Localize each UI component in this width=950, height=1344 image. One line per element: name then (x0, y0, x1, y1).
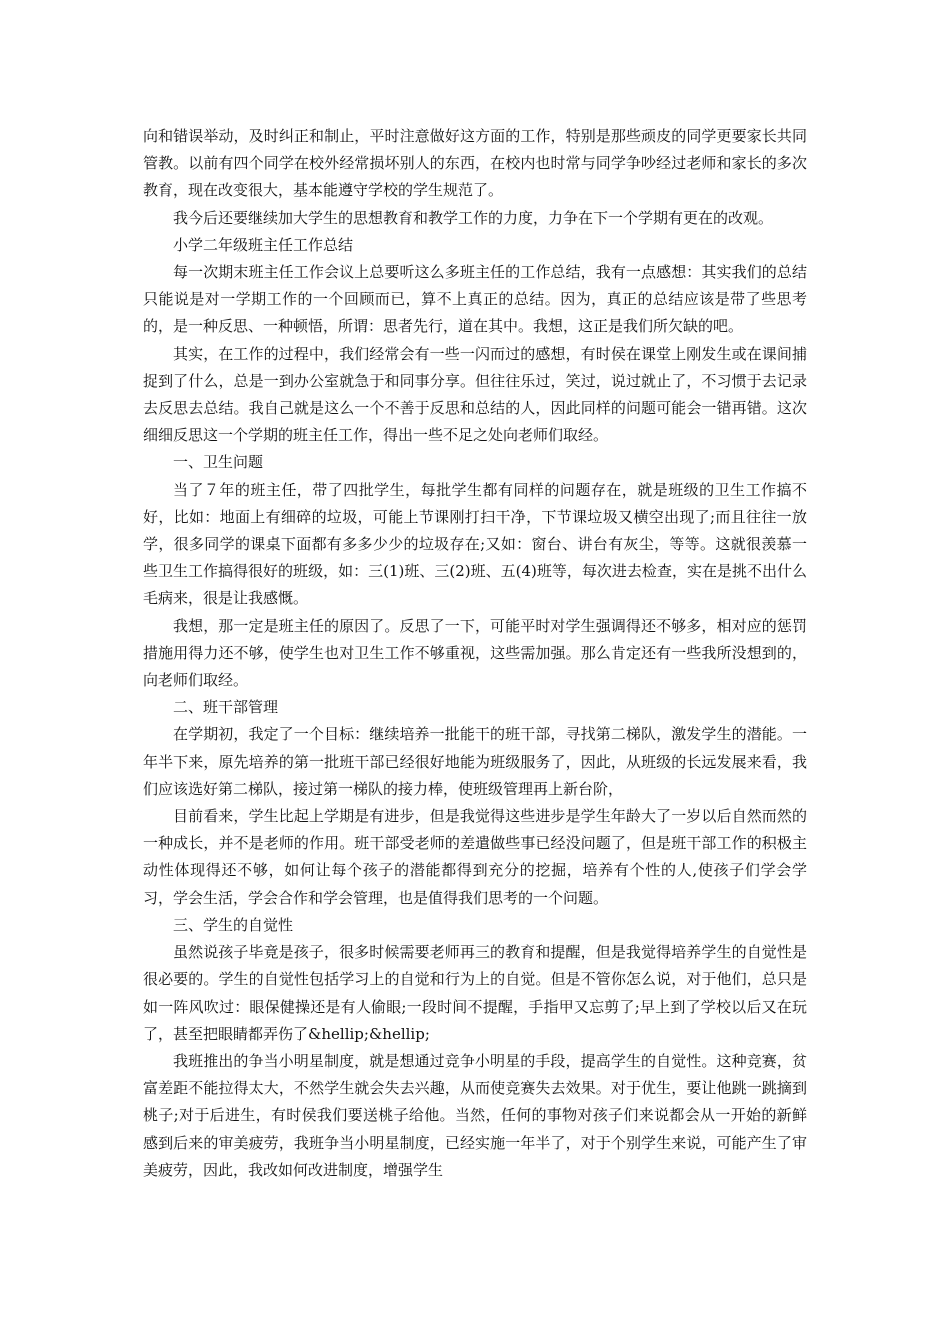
document-body (143, 123, 807, 1184)
heading-hygiene: 一、卫生问题 (173, 453, 264, 472)
paragraph-7: 当了７年的班主任，带了四批学生，每批学生都有同样的问题存在，就是班级的卫生工作搞不好，比如：地面上有细碎的垃圾，可能上节课刚打扫干净，下节课垃圾又横空出现了;而且往往一放学，很多同学的课桌下面都有多多少少的垃圾存在;又如：窗台、讲台有灰尘，等等。这就很羡慕一些卫生工作搞得很好的班级，如：三(1)班、三(2)班、五(4)班等，每次进去检查，实在是挑不出什么毛病来，很是让我感慨。 (143, 480, 807, 608)
paragraph-13: 虽然说孩子毕竟是孩子，很多时候需要老师再三的教育和提醒，但是我觉得培养学生的自觉性是很必要的。学生的自觉性包括学习上的自觉和行为上的自觉。但是不管你怎么说，对于他们，总只是如一阵风吹过：眼保健操还是有人偷眼;一段时间不提醒，手指甲又忘剪了;早上到了学校以后又在玩了，甚至把眼睛都弄伤了&hellip;&hellip; (143, 943, 807, 1043)
paragraph-1: 向和错误举动，及时纠正和制止，平时注意做好这方面的工作，特别是那些顽皮的同学更要家长共同管教。以前有四个同学在校外经常损坏别人的东西，在校内也时常与同学争吵经过老师和家长的多次教育，现在改变很大，基本能遵守学校的学生规范了。 (143, 127, 807, 200)
paragraph-4: 每一次期末班主任工作会议上总要听这么多班主任的工作总结，我有一点感想：其实我们的总结只能说是对一学期工作的一个回顾而已，算不上真正的总结。因为，真正的总结应该是带了些思考的，是一种反思、一种顿悟，所谓：思者先行，道在其中。我想，这正是我们所欠缺的吧。 (143, 263, 807, 336)
paragraph-2: 我今后还要继续加大学生的思想教育和教学工作的力度，力争在下一个学期有更在的改观。 (173, 208, 774, 227)
section-title: 小学二年级班主任工作总结 (173, 235, 354, 254)
paragraph-14: 我班推出的争当小明星制度，就是想通过竞争小明星的手段，提高学生的自觉性。这种竞赛，贫富差距不能拉得太大，不然学生就会失去兴趣，从而使竞赛失去效果。对于优生，要让他跳一跳摘到桃子;对于后进生，有时侯我们要送桃子给他。当然，任何的事物对孩子们来说都会从一开始的新鲜感到后来的审美疲劳，我班争当小明星制度，已经实施一年半了，对于个别学生来说，可能产生了审美疲劳，因此，我改如何改进制度，增强学生 (143, 1051, 807, 1179)
paragraph-8: 我想，那一定是班主任的原因了。反思了一下，可能平时对学生强调得还不够多，相对应的惩罚措施用得力还不够，使学生也对卫生工作不够重视，这些需加强。那么肯定还有一些我所没想到的，向老师们取经。 (143, 616, 807, 690)
paragraph-11: 目前看来，学生比起上学期是有进步，但是我觉得这些进步是学生年龄大了一岁以后自然而然的一种成长，并不是老师的作用。班干部受老师的差遣做些事已经没问题了，但是班干部工作的积极主动性体现得还不够，如何让每个孩子的潜能都得到充分的挖掘，培养有个性的人,使孩子们学会学习，学会生活，学会合作和学会管理，也是值得我们思考的一个问题。 (143, 807, 807, 907)
paragraph-5: 其实，在工作的过程中，我们经常会有一些一闪而过的感想，有时侯在课堂上刚发生或在课间捕捉到了什么，总是一到办公室就急于和同事分享。但往往乐过，笑过，说过就止了，不习惯于去记录去反思去总结。我自己就是这么一个不善于反思和总结的人，因此同样的问题可能会一错再错。这次细细反思这一个学期的班主任工作，得出一些不足之处向老师们取经。 (143, 344, 807, 445)
heading-class-cadres: 二、班干部管理 (173, 698, 279, 717)
paragraph-10: 在学期初，我定了一个目标：继续培养一批能干的班干部，寻找第二梯队，激发学生的潜能。一年半下来，原先培养的第一批班干部已经很好地能为班级服务了，因此，从班级的长远发展来看，我们应该选好第二梯队，接过第一梯队的接力棒，使班级管理再上新台阶， (143, 725, 807, 798)
heading-self-discipline: 三、学生的自觉性 (173, 915, 294, 934)
